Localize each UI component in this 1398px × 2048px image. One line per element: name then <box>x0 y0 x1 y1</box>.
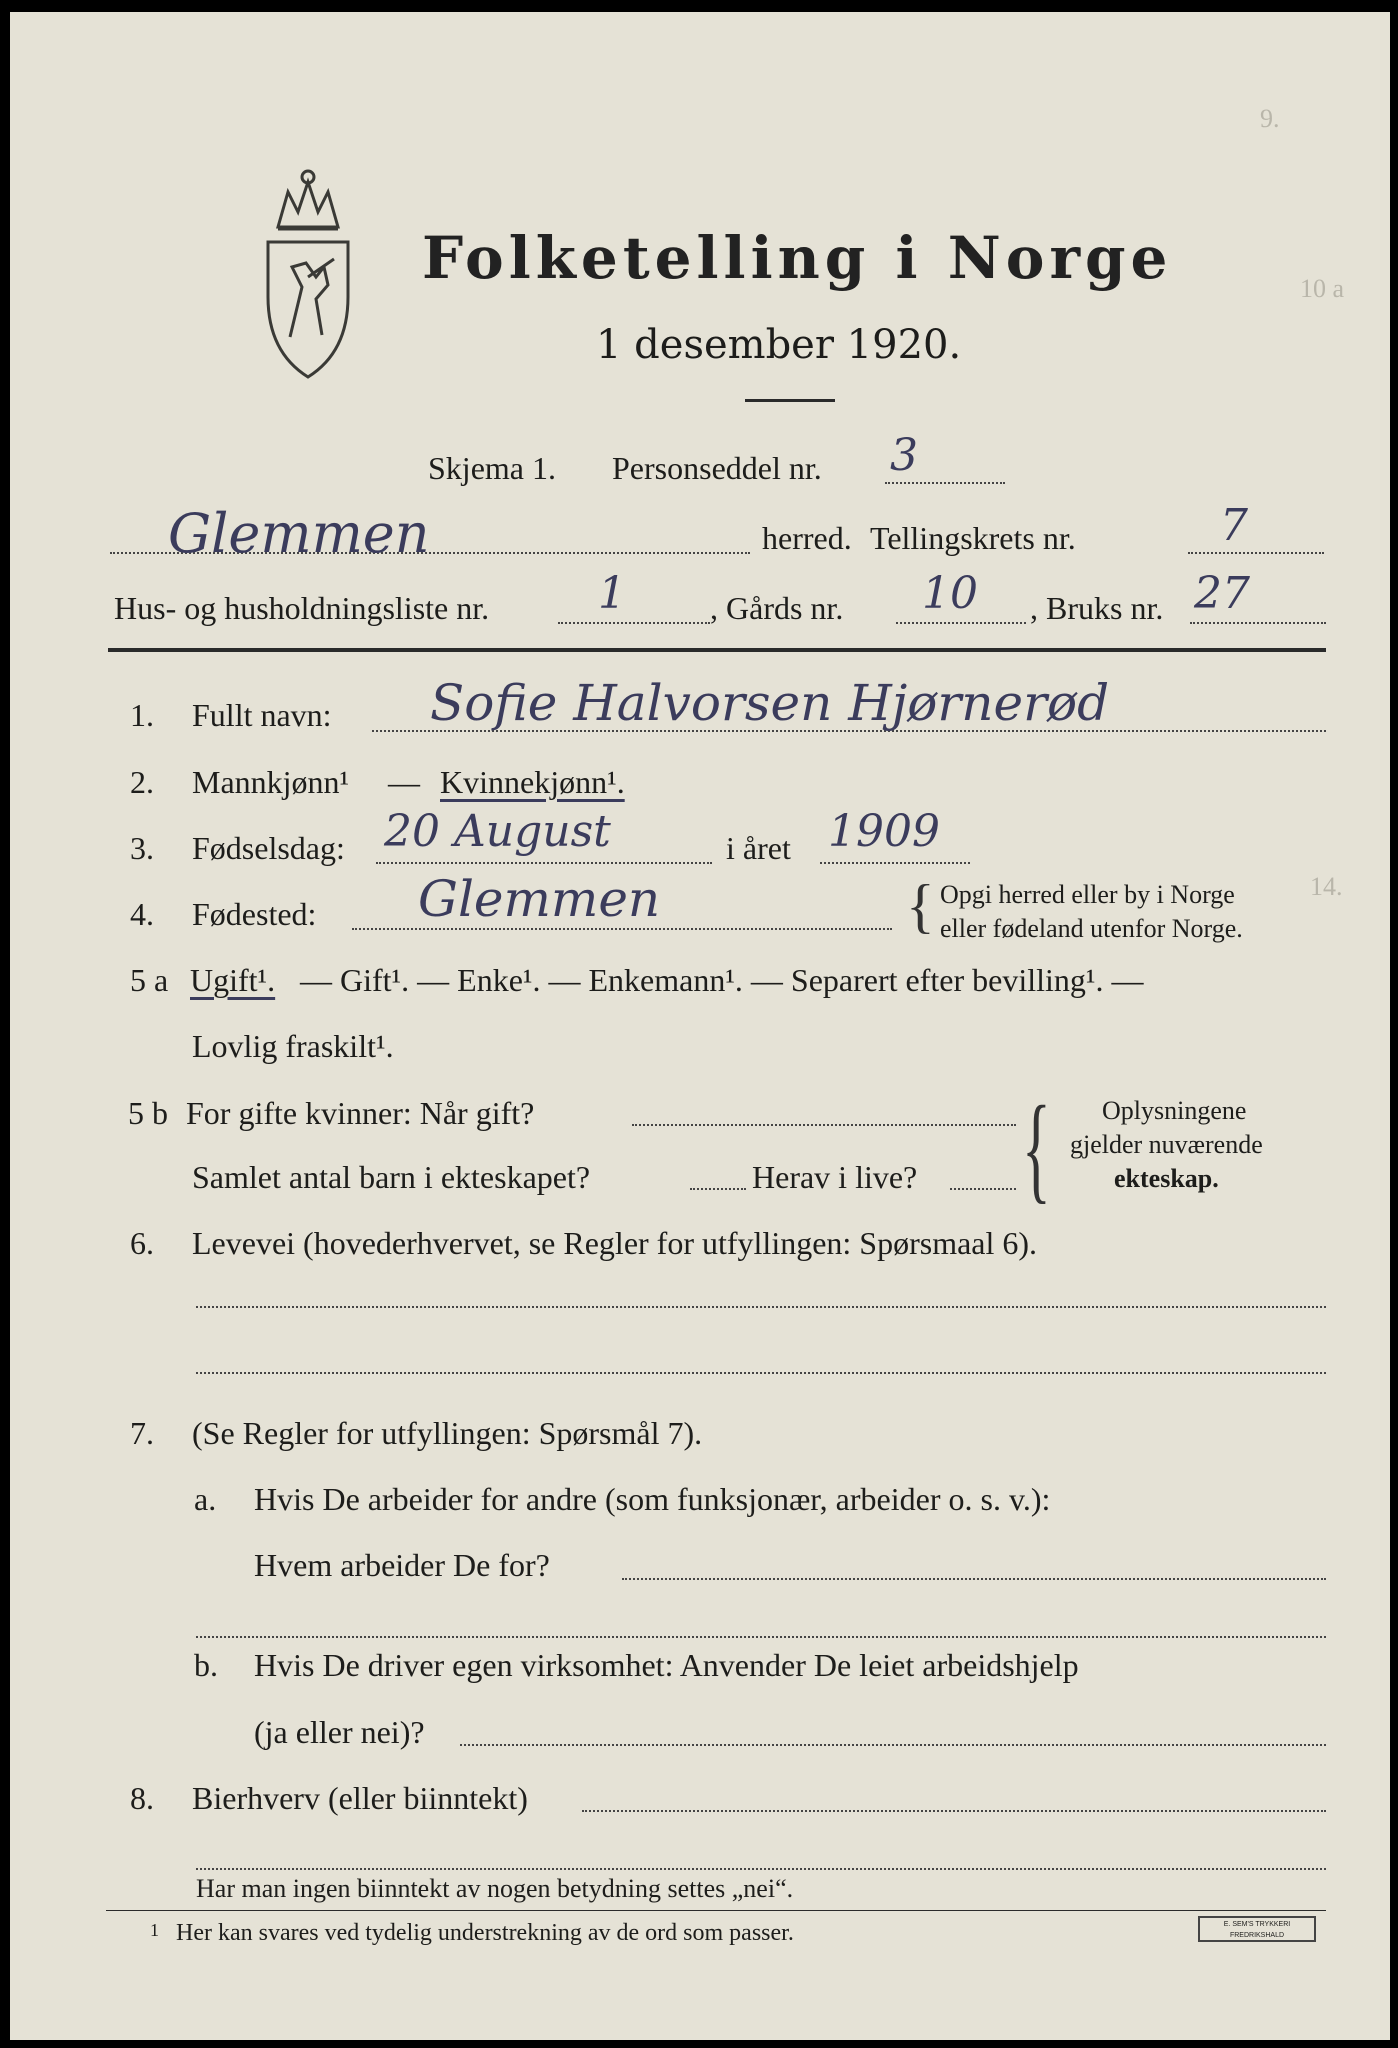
q4-note-line1: Opgi herred eller by i Norge <box>940 880 1235 909</box>
q5b-note-line1: Oplysningene <box>1102 1096 1247 1125</box>
q5b-note-line2: gjelder nuværende <box>1070 1130 1263 1159</box>
married-date-field[interactable] <box>632 1124 1016 1126</box>
q5b-note-line3: ekteskap. <box>1114 1164 1219 1193</box>
q4-number: 4. <box>130 896 154 932</box>
birthplace-value[interactable]: Glemmen <box>418 870 661 928</box>
census-form-page: 9. 10 a 14. Folketelling i Norge 1 desember 1920. Skjema 1. Personseddel nr. 3 Glemmen herred. Tellingskrets nr. 7 Hus- og husholdningsliste nr. 1 , Gårds nr. 10 , Bruks nr. 27 1. Fullt navn: Sofie Halvorsen Hjørnerød 2. Mannkjønn¹ — Kvinnekjønn¹. 3. Fødselsdag: 20 August i året 1909 4. Fødested: Glemmen { Opgi herred eller by i Norge eller fødeland utenfor Norge. 5 a Ugift¹. — Gift¹. — Enke¹. — Enkemann¹. — Separert efter bevilling¹. — Lovlig fraskilt¹. 5 b For gifte kvinner: Når gift? Samlet antal barn i ekteskapet? Herav i live? { Oplysningene gjelder nuværende ekteskap. 6. Levevei (hovederhvervet, se Regler for utfyllingen: Spørsmaal 6). 7. (Se Regler for utfyllingen: Spørsmål 7). a. Hvis De arbeider for andre (som funksjonær, arbeider o. s. v.): Hvem arbeider De for? b. Hvis De driver egen virksomhet: Anvender De leiet arbeidshjelp (ja eller nei)? 8. Bierhverv (eller biinntekt) Har man ingen biinntekt av nogen betydning settes „nei“. 1 Her kan svares ved tydelig understrekning av de ord som passer. E. SEM'S TRYKKERI FREDRIKSHALD <box>10 12 1390 2040</box>
tellingskrets-label: Tellingskrets nr. <box>870 520 1076 556</box>
q5b-alive-label: Herav i live? <box>752 1159 918 1195</box>
occupation-field-line2[interactable] <box>196 1372 1326 1374</box>
personseddel-value[interactable]: 3 <box>890 430 918 481</box>
q3-label: Fødselsdag: <box>192 830 345 866</box>
q6-number: 6. <box>130 1225 154 1261</box>
children-alive-field[interactable] <box>950 1188 1016 1190</box>
husliste-label: Hus- og husholdningsliste nr. <box>114 590 490 626</box>
herred-label: herred. <box>762 520 852 556</box>
personseddel-label: Personseddel nr. <box>612 450 822 486</box>
footer-divider <box>106 1910 1326 1911</box>
q2-male-option[interactable]: Mannkjønn¹ <box>192 764 350 800</box>
form-title: Folketelling i Norge <box>422 224 1173 292</box>
q1-label: Fullt navn: <box>192 697 332 733</box>
q8-label: Bierhverv (eller biinntekt) <box>192 1780 528 1816</box>
q4-note-line2: eller fødeland utenfor Norge. <box>940 914 1243 943</box>
gards-label: , Gårds nr. <box>710 590 844 626</box>
q3-year-label: i året <box>726 830 791 866</box>
q5b-label: For gifte kvinner: Når gift? <box>186 1095 535 1131</box>
q7-label: (Se Regler for utfyllingen: Spørsmål 7). <box>192 1415 703 1451</box>
footnote-mark: 1 <box>150 1920 159 1940</box>
header-divider <box>108 648 1326 652</box>
occupation-field-line1[interactable] <box>196 1306 1326 1308</box>
q2-separator: — <box>388 764 420 800</box>
q7b-label: Hvis De driver egen virksomhet: Anvender De leiet arbeidshjelp <box>254 1647 1079 1683</box>
q6-label: Levevei (hovederhvervet, se Regler for utfyllingen: Spørsmaal 6). <box>192 1225 1038 1261</box>
q7a-letter: a. <box>194 1481 217 1517</box>
side-income-field-line2[interactable] <box>196 1868 1326 1870</box>
q7a-employer-label: Hvem arbeider De for? <box>254 1547 550 1583</box>
q2-female-option[interactable]: Kvinnekjønn¹. <box>440 764 625 800</box>
q5a-ugift-option[interactable]: Ugift¹. <box>190 962 276 998</box>
q7b-hired-help-label: (ja eller nei)? <box>254 1714 425 1750</box>
full-name-value[interactable]: Sofie Halvorsen Hjørnerød <box>430 674 1110 732</box>
norway-coat-of-arms-icon <box>258 167 358 382</box>
employer-field-line1[interactable] <box>622 1578 1326 1580</box>
q1-number: 1. <box>130 697 154 733</box>
footnote-text: Her kan svares ved tydelig understrekning av de ord som passer. <box>176 1920 794 1946</box>
birthday-value[interactable]: 20 August <box>384 806 611 857</box>
hired-help-field[interactable] <box>460 1744 1326 1746</box>
q8-number: 8. <box>130 1780 154 1816</box>
q7-number: 7. <box>130 1415 154 1451</box>
employer-field-line2[interactable] <box>196 1636 1326 1638</box>
q5b-children-label: Samlet antal barn i ekteskapet? <box>192 1159 591 1195</box>
q3-number: 3. <box>130 830 154 866</box>
q4-label: Fødested: <box>192 896 317 932</box>
q7b-letter: b. <box>194 1647 218 1683</box>
gards-value[interactable]: 10 <box>922 568 978 619</box>
title-divider <box>745 399 835 402</box>
census-date: 1 desember 1920. <box>596 322 962 368</box>
side-income-field-line1[interactable] <box>582 1810 1326 1812</box>
q5b-number: 5 b <box>128 1095 168 1131</box>
q5a-number: 5 a <box>130 962 169 998</box>
q7a-label: Hvis De arbeider for andre (som funksjonær, arbeider o. s. v.): <box>254 1481 1051 1517</box>
tellingskrets-value[interactable]: 7 <box>1220 500 1248 551</box>
q5a-fraskilt-option[interactable]: Lovlig fraskilt¹. <box>192 1028 394 1064</box>
bruks-label: , Bruks nr. <box>1030 590 1164 626</box>
schema-label: Skjema 1. <box>428 450 556 486</box>
q5a-other-options[interactable]: — Gift¹. — Enke¹. — Enkemann¹. — Separert efter bevilling¹. — <box>300 962 1144 998</box>
children-count-field[interactable] <box>690 1188 746 1190</box>
bruks-value[interactable]: 27 <box>1194 568 1250 619</box>
nei-instruction: Har man ingen biinntekt av nogen betydning settes „nei“. <box>196 1874 794 1903</box>
herred-value[interactable]: Glemmen <box>168 502 430 565</box>
birth-year-value[interactable]: 1909 <box>828 806 940 857</box>
q2-number: 2. <box>130 764 154 800</box>
printer-stamp: E. SEM'S TRYKKERI FREDRIKSHALD <box>1198 1916 1316 1942</box>
husliste-value[interactable]: 1 <box>598 568 626 619</box>
